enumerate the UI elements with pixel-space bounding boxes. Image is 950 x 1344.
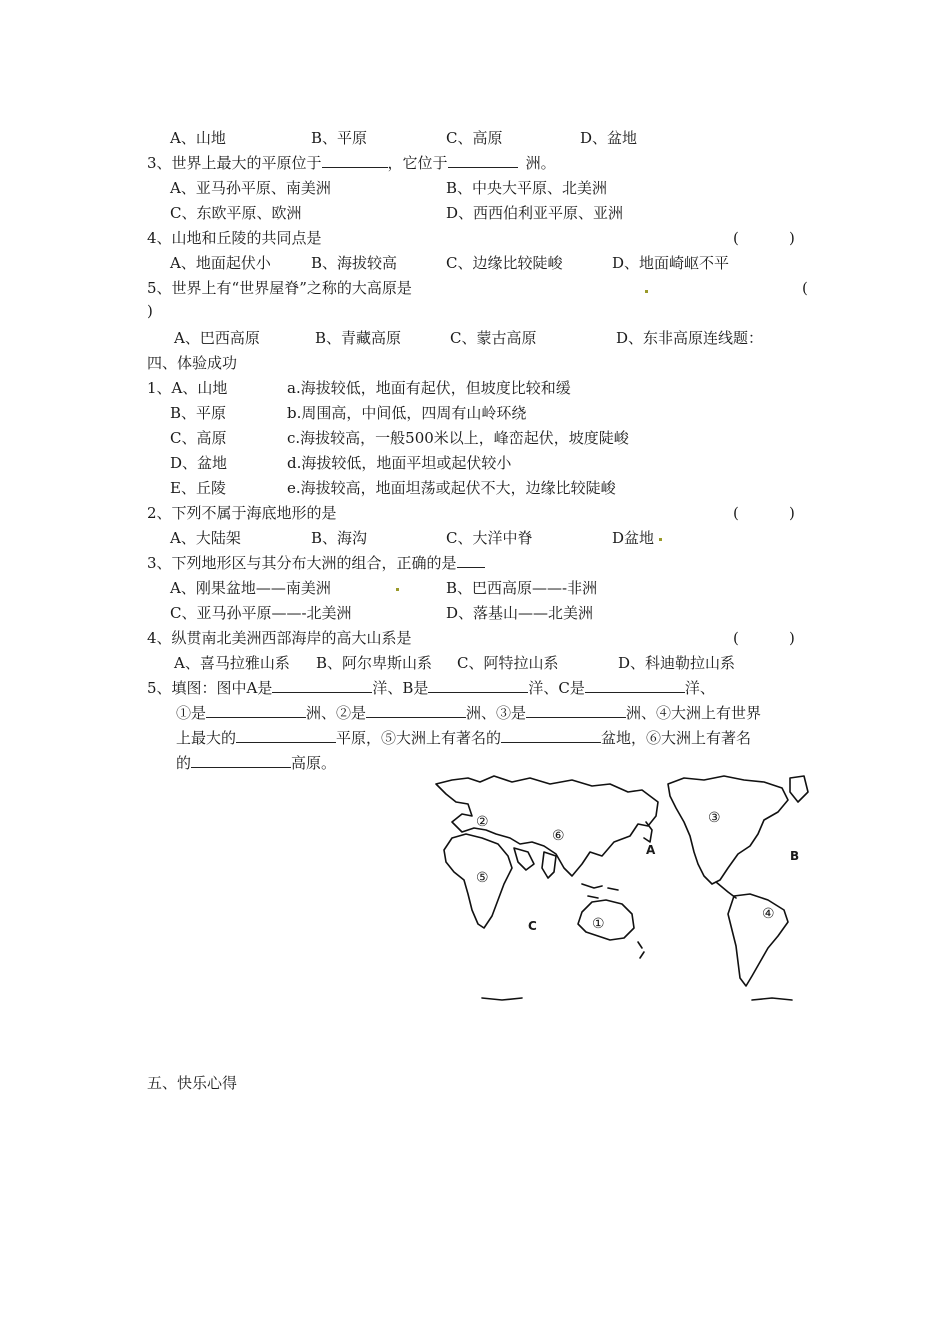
map-label-ocean-a: A — [646, 843, 656, 857]
s4-q4-option-d: D、科迪勒拉山系 — [618, 654, 736, 672]
world-map — [432, 772, 810, 1004]
s4-q2-option-a: A、大陆架 — [170, 529, 241, 547]
map-label-6: ⑥ — [552, 828, 565, 844]
s4-q3-blank[interactable] — [457, 553, 485, 568]
s4-q2-paren-close: ) — [789, 504, 795, 522]
s4-question-5-line-3 — [176, 728, 751, 748]
s3-q4-paren-open: ( — [733, 229, 739, 247]
match-left-5: E、丘陵 — [170, 479, 226, 497]
map-label-3: ③ — [708, 810, 721, 826]
q5-text: 上最大的 — [176, 729, 237, 747]
antarctica-fragment — [482, 998, 792, 1000]
q2-option-b: B、平原 — [311, 129, 368, 147]
s4-question-2: 2、下列不属于海底地形的是 — [147, 504, 337, 522]
q5-text: 洲、④大洲上有世界 — [626, 704, 762, 722]
q2-option-c: C、高原 — [446, 129, 503, 147]
s4-q4-option-a: A、喜马拉雅山系 — [174, 654, 290, 672]
central-america-outline — [716, 882, 736, 898]
s4-q4-paren-open: ( — [733, 629, 739, 647]
s4-question-5-line-1 — [147, 678, 715, 698]
s3-q3-option-b: B、中央大平原、北美洲 — [446, 179, 608, 197]
q5-text: 洲、③是 — [466, 704, 527, 722]
q5-text: 盆地，⑥大洲上有著名 — [601, 729, 752, 747]
s3-q3-suffix: 洲。 — [525, 154, 556, 172]
s3-q4-option-b: B、海拔较高 — [311, 254, 398, 272]
q5-text: ①是 — [176, 704, 207, 722]
s3-q5-option-c: C、蒙古高原 — [450, 329, 537, 347]
s3-q5-option-a: A、巴西高原 — [174, 329, 260, 347]
q5-blank-a[interactable] — [272, 678, 372, 693]
s4-q3-option-a: A、刚果盆地——南美洲 — [170, 579, 331, 597]
match-right-a: a.海拔较低，地面有起伏，但坡度比较和缓 — [287, 379, 571, 397]
map-label-5: ⑤ — [476, 870, 489, 886]
s3-q3-blank-2[interactable] — [448, 153, 518, 168]
s4-q2-option-b: B、海沟 — [311, 529, 368, 547]
q5-text: 洲、②是 — [306, 704, 367, 722]
s3-q3-middle: ，它位于 — [387, 154, 448, 172]
south-america-outline — [728, 894, 788, 986]
s3-q3-option-c: C、东欧平原、欧洲 — [170, 204, 302, 222]
match-right-b: b.周围高，中间低，四周有山岭环绕 — [287, 404, 527, 422]
q5-text: 洋、 — [684, 679, 715, 697]
q2-option-d: D、盆地 — [580, 129, 638, 147]
eurasia-outline — [436, 776, 658, 876]
speck — [396, 588, 399, 591]
q5-text: 平原，⑤大洲上有著名的 — [336, 729, 502, 747]
nz-outline — [638, 942, 644, 958]
islands-outline — [582, 884, 618, 898]
s3-q5-paren-open: ( — [802, 279, 808, 297]
q5-blank-b[interactable] — [428, 678, 528, 693]
q5-blank-6[interactable] — [191, 753, 291, 768]
s4-question-5-line-2 — [176, 703, 761, 723]
s4-q3-text: 3、下列地形区与其分布大洲的组合，正确的是 — [147, 554, 457, 572]
s3-q5-paren-close: ) — [147, 302, 153, 320]
s4-q3-option-c: C、亚马孙平原——-北美洲 — [170, 604, 352, 622]
s3-q4-paren-close: ) — [789, 229, 795, 247]
q5-text: 的 — [176, 754, 192, 772]
q5-blank-4[interactable] — [236, 728, 336, 743]
north-america-outline — [668, 776, 788, 884]
s4-question-3 — [147, 553, 485, 573]
world-map-outline — [432, 772, 810, 1004]
q5-blank-5[interactable] — [501, 728, 601, 743]
s4-q4-paren-close: ) — [789, 629, 795, 647]
speck — [659, 538, 662, 541]
arabia-outline — [514, 848, 534, 870]
q5-text: 洋、C是 — [528, 679, 585, 697]
section5-heading: 五、快乐心得 — [147, 1074, 238, 1092]
s3-q5-option-d: D、东非高原连线题： — [616, 329, 764, 347]
s3-question-5: 5、世界上有“世界屋脊”之称的大高原是 — [147, 279, 412, 297]
s4-q4-option-c: C、阿特拉山系 — [457, 654, 559, 672]
match-left-3: C、高原 — [170, 429, 227, 447]
india-outline — [542, 852, 556, 878]
s3-q3-option-a: A、亚马孙平原、南美洲 — [170, 179, 331, 197]
s4-q4-option-b: B、阿尔卑斯山系 — [316, 654, 433, 672]
speck — [645, 290, 648, 293]
map-label-ocean-c: C — [528, 919, 537, 933]
s3-question-4: 4、山地和丘陵的共同点是 — [147, 229, 322, 247]
s3-q4-option-c: C、边缘比较陡峻 — [446, 254, 563, 272]
match-left-2: B、平原 — [170, 404, 227, 422]
q5-text: 5、填图：图中A是 — [147, 679, 273, 697]
s4-question-4: 4、纵贯南北美洲西部海岸的高大山系是 — [147, 629, 412, 647]
match-left-4: D、盆地 — [170, 454, 228, 472]
q5-blank-1[interactable] — [206, 703, 306, 718]
greenland-outline — [790, 776, 808, 802]
s3-q4-option-a: A、地面起伏小 — [170, 254, 271, 272]
q5-text: 高原。 — [291, 754, 337, 772]
s4-q3-option-b: B、巴西高原——-非洲 — [446, 579, 598, 597]
s4-question-5-line-4 — [176, 753, 336, 773]
match-right-c: c.海拔较高，一般500米以上，峰峦起伏，坡度陡峻 — [287, 429, 629, 447]
s3-q4-option-d: D、地面崎岖不平 — [612, 254, 730, 272]
s3-q3-blank-1[interactable] — [322, 153, 388, 168]
map-label-1: ① — [592, 916, 605, 932]
s4-q2-option-c: C、大洋中脊 — [446, 529, 533, 547]
s4-q3-option-d: D、落基山——北美洲 — [446, 604, 594, 622]
q5-text: 洋、B是 — [372, 679, 429, 697]
q5-blank-2[interactable] — [366, 703, 466, 718]
map-label-2: ② — [476, 814, 489, 830]
map-label-ocean-b: B — [790, 849, 800, 863]
s3-q3-prefix: 3、世界上最大的平原位于 — [147, 154, 322, 172]
match-right-e: e.海拔较高，地面坦荡或起伏不大，边缘比较陡峻 — [287, 479, 616, 497]
q5-blank-3[interactable] — [526, 703, 626, 718]
s4-q2-option-d: D盆地 — [612, 529, 655, 547]
s3-q5-option-b: B、青藏高原 — [315, 329, 402, 347]
australia-outline — [578, 900, 634, 940]
map-label-4: ④ — [762, 906, 775, 922]
q2-option-a: A、山地 — [170, 129, 226, 147]
section4-heading: 四、体验成功 — [147, 354, 238, 372]
q5-blank-c[interactable] — [585, 678, 685, 693]
match-left-1: 1、A、山地 — [147, 379, 228, 397]
s4-q2-paren-open: ( — [733, 504, 739, 522]
s3-question-3 — [147, 153, 556, 173]
s3-q3-option-d: D、西西伯利亚平原、亚洲 — [446, 204, 624, 222]
match-right-d: d.海拔较低，地面平坦或起伏较小 — [287, 454, 512, 472]
